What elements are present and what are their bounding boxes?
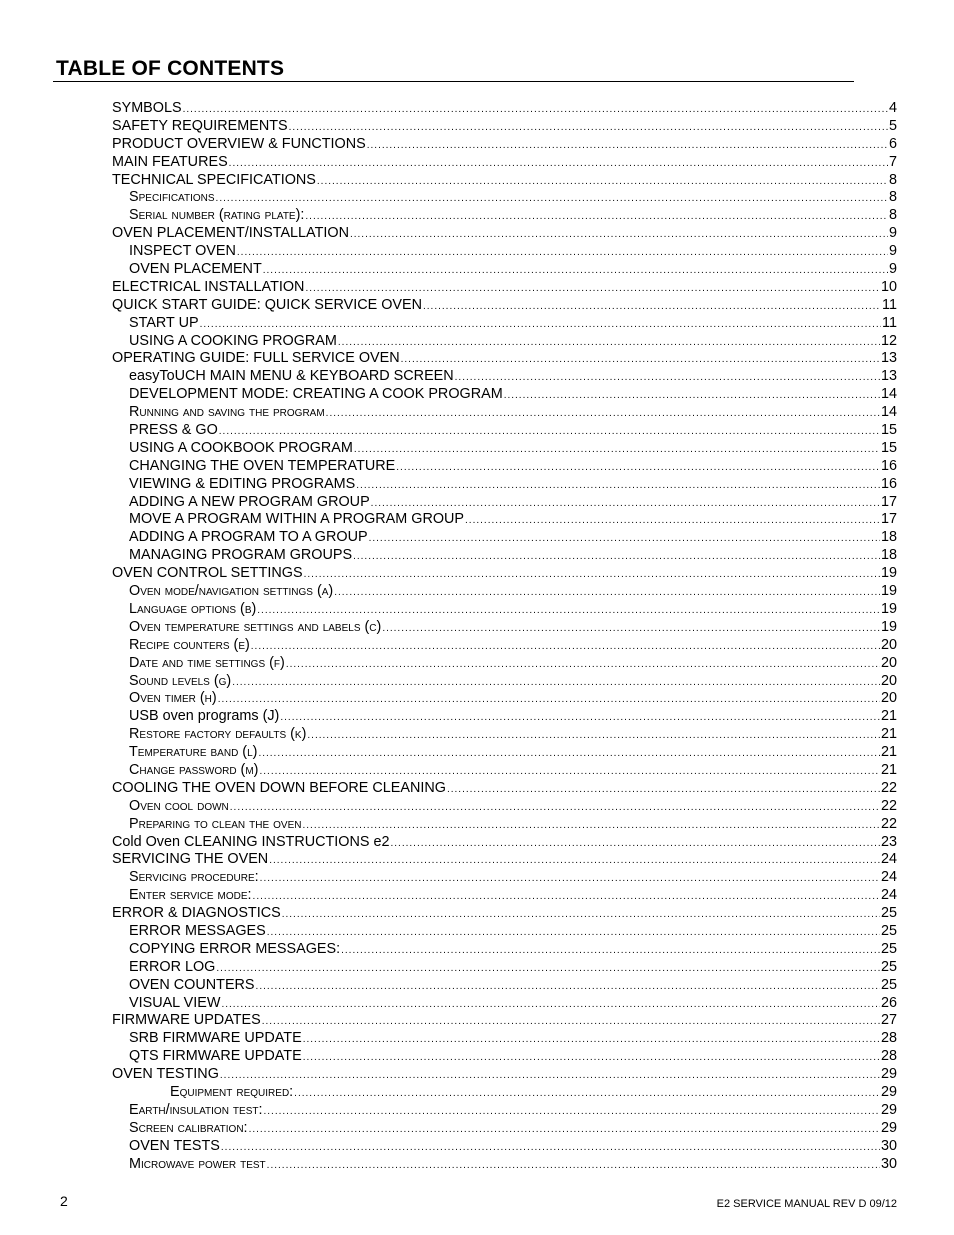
dot-leader (326, 405, 880, 423)
toc-entry-page: 29 (880, 1066, 897, 1083)
toc-entry-page: 25 (880, 940, 897, 957)
toc-entry[interactable] (0, 1102, 954, 1120)
toc-entry[interactable] (0, 547, 954, 565)
toc-entry-page: 8 (888, 189, 897, 206)
toc-entry-page: 25 (880, 976, 897, 993)
toc-entry-label: VIEWING & EDITING PROGRAMS (129, 475, 356, 492)
dot-leader (259, 763, 880, 781)
toc-entry[interactable] (0, 404, 954, 422)
toc-entry-page: 17 (880, 493, 897, 510)
toc-entry-label: PRESS & GO (129, 422, 218, 439)
dot-leader (220, 1067, 880, 1085)
toc-entry-page: 25 (880, 905, 897, 922)
toc-entry[interactable] (0, 905, 954, 923)
dot-leader (423, 298, 881, 316)
dot-leader (289, 119, 888, 137)
dot-leader (257, 602, 880, 620)
dot-leader (286, 656, 880, 674)
toc-entry-page: 9 (888, 225, 897, 242)
dot-leader (216, 960, 880, 978)
dot-leader (338, 334, 880, 352)
toc-entry-label: Oven timer (h) (129, 690, 217, 707)
dot-leader (341, 942, 880, 960)
dot-leader (229, 155, 888, 173)
toc-entry-label: Oven cool down (129, 797, 229, 814)
toc-entry-label: Microwave power test (129, 1155, 266, 1172)
toc-entry-label: Earth/insulation test: (129, 1101, 263, 1118)
toc-entry-page: 9 (888, 261, 897, 278)
toc-entry-label: COPYING ERROR MESSAGES: (129, 940, 341, 957)
toc-entry-page: 27 (880, 1012, 897, 1029)
toc-entry-label: OVEN CONTROL SETTINGS (112, 565, 303, 582)
toc-entry[interactable] (0, 834, 954, 852)
toc-entry-page: 29 (880, 1119, 897, 1136)
toc-entry-label: INSPECT OVEN (129, 243, 236, 260)
toc-entry-page: 24 (880, 887, 897, 904)
dot-leader (256, 978, 880, 996)
toc-entry-label: Enter service mode: (129, 887, 252, 904)
toc-entry[interactable] (0, 529, 954, 547)
toc-entry-page: 7 (888, 153, 897, 170)
toc-entry[interactable] (0, 1030, 954, 1048)
toc-entry-page: 21 (880, 708, 897, 725)
document-label: E2 SERVICE MANUAL REV D 09/12 (716, 1198, 897, 1210)
toc-entry-page: 24 (880, 851, 897, 868)
toc-entry-page: 11 (882, 296, 897, 313)
toc-entry-page: 17 (880, 511, 897, 528)
toc-entry[interactable] (0, 565, 954, 583)
toc-entry-page: 21 (880, 744, 897, 761)
toc-entry[interactable] (0, 887, 954, 905)
toc-entry-page: 26 (880, 994, 897, 1011)
dot-leader (263, 262, 888, 280)
toc-entry[interactable] (0, 494, 954, 512)
toc-entry[interactable] (0, 100, 954, 118)
toc-entry[interactable] (0, 780, 954, 798)
toc-entry-page: 22 (880, 779, 897, 796)
toc-entry-label: ERROR & DIAGNOSTICS (112, 905, 281, 922)
toc-entry-label: Cold Oven CLEANING INSTRUCTIONS e2 (112, 833, 390, 850)
dot-leader (382, 620, 880, 638)
toc-entry-label: Preparing to clean the oven (129, 815, 302, 832)
toc-entry-page: 13 (880, 350, 897, 367)
toc-entry-page: 20 (880, 690, 897, 707)
toc-entry-page: 12 (880, 332, 897, 349)
toc-entry[interactable] (0, 368, 954, 386)
dot-leader (396, 459, 880, 477)
toc-entry[interactable] (0, 869, 954, 887)
dot-leader (253, 888, 880, 906)
toc-entry[interactable] (0, 1048, 954, 1066)
toc-entry[interactable] (0, 923, 954, 941)
toc-entry-label: SRB FIRMWARE UPDATE (129, 1030, 302, 1047)
toc-entry-page: 8 (888, 171, 897, 188)
dot-leader (307, 727, 880, 745)
toc-entry-page: 19 (880, 618, 897, 635)
toc-entry[interactable] (0, 440, 954, 458)
toc-entry-label: CHANGING THE OVEN TEMPERATURE (129, 457, 396, 474)
toc-entry-label: OVEN PLACEMENT/INSTALLATION (112, 225, 349, 242)
toc-entry-page: 9 (888, 243, 897, 260)
toc-entry-label: Recipe counters (e) (129, 636, 250, 653)
toc-entry-label: ERROR MESSAGES (129, 922, 266, 939)
toc-entry-label: Serial number (rating plate): (129, 207, 305, 224)
toc-entry-page: 20 (880, 636, 897, 653)
toc-entry[interactable] (0, 744, 954, 762)
toc-entry-label: OVEN TESTS (129, 1137, 220, 1154)
toc-entry-page: 15 (880, 422, 897, 439)
title-underline (53, 81, 854, 82)
toc-entry-label: Temperature band (l) (129, 744, 258, 761)
toc-entry-label: MAIN FEATURES (112, 153, 228, 170)
dot-leader (263, 1103, 880, 1121)
toc-entry-label: ADDING A NEW PROGRAM GROUP (129, 493, 370, 510)
toc-entry[interactable] (0, 386, 954, 404)
toc-entry-label: FIRMWARE UPDATES (112, 1012, 261, 1029)
dot-leader (305, 208, 888, 226)
toc-entry-label: PRODUCT OVERVIEW & FUNCTIONS (112, 135, 366, 152)
toc-entry[interactable] (0, 851, 954, 869)
toc-entry-page: 28 (880, 1048, 897, 1065)
toc-entry[interactable] (0, 816, 954, 834)
toc-entry-page: 22 (880, 797, 897, 814)
toc-entry[interactable] (0, 583, 954, 601)
toc-entry-page: 18 (880, 529, 897, 546)
dot-leader (221, 996, 880, 1014)
toc-entry[interactable] (0, 995, 954, 1013)
toc-entry-label: easyToUCH MAIN MENU & KEYBOARD SCREEN (129, 368, 454, 385)
toc-entry[interactable] (0, 476, 954, 494)
toc-entry-page: 24 (880, 869, 897, 886)
toc-entry[interactable] (0, 1138, 954, 1156)
dot-leader (455, 369, 880, 387)
dot-leader (294, 1085, 880, 1103)
toc-entry-page: 8 (888, 207, 897, 224)
toc-entry-label: Servicing procedure: (129, 869, 259, 886)
toc-entry[interactable] (0, 1084, 954, 1102)
dot-leader (303, 1049, 880, 1067)
dot-leader (367, 137, 888, 155)
toc-entry[interactable] (0, 315, 954, 333)
toc-entry-label: ELECTRICAL INSTALLATION (112, 278, 305, 295)
toc-entry[interactable] (0, 189, 954, 207)
dot-leader (237, 244, 888, 262)
toc-entry[interactable] (0, 655, 954, 673)
dot-leader (317, 173, 888, 191)
toc-entry-page: 14 (880, 386, 897, 403)
dot-leader (304, 566, 880, 584)
toc-entry-label: Restore factory defaults (k) (129, 726, 307, 743)
toc-entry-label: SERVICING THE OVEN (112, 851, 269, 868)
toc-entry-page: 11 (882, 314, 897, 331)
toc-entry-label: USING A COOKBOOK PROGRAM (129, 439, 353, 456)
toc-entry-label: Equipment required: (170, 1083, 294, 1100)
toc-entry[interactable] (0, 1012, 954, 1030)
toc-entry-label: MOVE A PROGRAM WITHIN A PROGRAM GROUP (129, 511, 465, 528)
dot-leader (219, 423, 880, 441)
toc-entry-label: USB oven programs (J) (129, 708, 280, 725)
toc-entry[interactable] (0, 601, 954, 619)
toc-entry[interactable] (0, 1066, 954, 1084)
toc-entry-page: 14 (880, 404, 897, 421)
dot-leader (269, 852, 880, 870)
toc-entry-label: Date and time settings (f) (129, 654, 285, 671)
toc-entry-label: ADDING A PROGRAM TO A GROUP (129, 529, 368, 546)
dot-leader (251, 638, 880, 656)
toc-entry-label: QTS FIRMWARE UPDATE (129, 1048, 302, 1065)
dot-leader (302, 817, 880, 835)
toc-entry-label: Sound levels (g) (129, 672, 232, 689)
toc-entry-label: START UP (129, 314, 199, 331)
toc-entry[interactable] (0, 458, 954, 476)
dot-leader (465, 512, 880, 530)
dot-leader (447, 781, 880, 799)
toc-entry-label: SYMBOLS (112, 100, 182, 116)
toc-entry[interactable] (0, 1156, 954, 1174)
toc-entry-page: 19 (880, 600, 897, 617)
toc-entry-label: OPERATING GUIDE: FULL SERVICE OVEN (112, 350, 400, 367)
dot-leader (232, 674, 880, 692)
dot-leader (303, 1031, 880, 1049)
toc-entry[interactable] (0, 673, 954, 691)
dot-leader (305, 280, 880, 298)
toc-entry-page: 25 (880, 958, 897, 975)
dot-leader (391, 835, 880, 853)
toc-entry-label: Running and saving the program (129, 404, 325, 421)
dot-leader (216, 190, 888, 208)
toc-entry-page: 15 (880, 439, 897, 456)
toc-entry-label: TECHNICAL SPECIFICATIONS (112, 171, 316, 188)
toc-entry[interactable] (0, 1120, 954, 1138)
dot-leader (350, 226, 888, 244)
dot-leader (504, 387, 880, 405)
toc-entry-page: 22 (880, 815, 897, 832)
dot-leader (371, 495, 880, 513)
toc-entry[interactable] (0, 261, 954, 279)
toc-entry[interactable] (0, 798, 954, 816)
toc-entry[interactable] (0, 422, 954, 440)
dot-leader (280, 709, 880, 727)
toc-entry[interactable] (0, 297, 954, 315)
toc-entry-label: DEVELOPMENT MODE: CREATING A COOK PROGRAM (129, 386, 503, 403)
toc-entry[interactable] (0, 619, 954, 637)
toc-entry-label: Oven mode/navigation settings (a) (129, 583, 334, 600)
toc-entry-label: MANAGING PROGRAM GROUPS (129, 547, 353, 564)
toc-entry-page: 6 (888, 135, 897, 152)
toc-entry-page: 28 (880, 1030, 897, 1047)
toc-entry[interactable] (0, 511, 954, 529)
dot-leader (354, 441, 880, 459)
dot-leader (218, 691, 880, 709)
toc-entry-page: 20 (880, 672, 897, 689)
table-of-contents (0, 100, 954, 1173)
toc-entry-page: 19 (880, 565, 897, 582)
toc-entry-page: 29 (880, 1083, 897, 1100)
toc-entry[interactable] (0, 136, 954, 154)
toc-entry[interactable] (0, 154, 954, 172)
dot-leader (353, 548, 880, 566)
toc-entry-page: 25 (880, 922, 897, 939)
toc-entry-page: 21 (880, 761, 897, 778)
toc-entry[interactable] (0, 243, 954, 261)
toc-entry[interactable] (0, 225, 954, 243)
toc-entry-page: 5 (888, 117, 897, 134)
toc-entry[interactable] (0, 118, 954, 136)
toc-entry[interactable] (0, 637, 954, 655)
toc-entry-page: 19 (880, 583, 897, 600)
toc-entry-page: 21 (880, 726, 897, 743)
toc-entry-page: 4 (888, 100, 897, 116)
toc-entry[interactable] (0, 941, 954, 959)
toc-entry-page: 18 (880, 547, 897, 564)
toc-entry-label: Oven temperature settings and labels (c) (129, 618, 382, 635)
toc-entry-label: USING A COOKING PROGRAM (129, 332, 337, 349)
toc-entry-label: VISUAL VIEW (129, 994, 221, 1011)
toc-entry-label: Specifications (129, 189, 215, 206)
toc-entry[interactable] (0, 762, 954, 780)
toc-entry-page: 16 (880, 457, 897, 474)
dot-leader (249, 1121, 880, 1139)
dot-leader (260, 870, 880, 888)
toc-entry-label: Change password (m) (129, 761, 259, 778)
dot-leader (334, 584, 880, 602)
toc-entry[interactable] (0, 207, 954, 225)
toc-entry[interactable] (0, 172, 954, 190)
toc-entry-label: Screen calibration: (129, 1119, 248, 1136)
dot-leader (267, 1157, 880, 1175)
toc-entry-page: 29 (880, 1101, 897, 1118)
dot-leader (262, 1013, 880, 1031)
toc-entry[interactable] (0, 690, 954, 708)
toc-entry-label: COOLING THE OVEN DOWN BEFORE CLEANING (112, 779, 446, 796)
toc-entry[interactable] (0, 726, 954, 744)
toc-entry-label: QUICK START GUIDE: QUICK SERVICE OVEN (112, 296, 422, 313)
dot-leader (401, 351, 880, 369)
dot-leader (200, 316, 881, 334)
toc-entry-label: OVEN TESTING (112, 1066, 219, 1083)
toc-entry-page: 30 (880, 1155, 897, 1172)
toc-entry-page: 23 (880, 833, 897, 850)
dot-leader (258, 745, 880, 763)
toc-entry[interactable] (0, 959, 954, 977)
dot-leader (183, 101, 888, 119)
toc-entry[interactable] (0, 350, 954, 368)
toc-entry[interactable] (0, 279, 954, 297)
toc-entry-label: Language options (b) (129, 600, 257, 617)
dot-leader (221, 1139, 880, 1157)
toc-entry-page: 20 (880, 654, 897, 671)
dot-leader (282, 906, 880, 924)
toc-entry[interactable] (0, 333, 954, 351)
page-number: 2 (60, 1193, 68, 1209)
toc-entry-page: 10 (880, 278, 897, 295)
toc-entry-page: 13 (880, 368, 897, 385)
toc-entry-page: 30 (880, 1137, 897, 1154)
dot-leader (369, 530, 880, 548)
toc-entry-page: 16 (880, 475, 897, 492)
dot-leader (356, 477, 880, 495)
toc-entry-label: SAFETY REQUIREMENTS (112, 117, 288, 134)
toc-entry[interactable] (0, 977, 954, 995)
page-title: TABLE OF CONTENTS (56, 57, 285, 80)
toc-entry-label: ERROR LOG (129, 958, 216, 975)
toc-entry[interactable] (0, 708, 954, 726)
toc-entry-label: OVEN PLACEMENT (129, 261, 262, 278)
toc-entry-label: OVEN COUNTERS (129, 976, 255, 993)
dot-leader (267, 924, 880, 942)
dot-leader (230, 799, 880, 817)
